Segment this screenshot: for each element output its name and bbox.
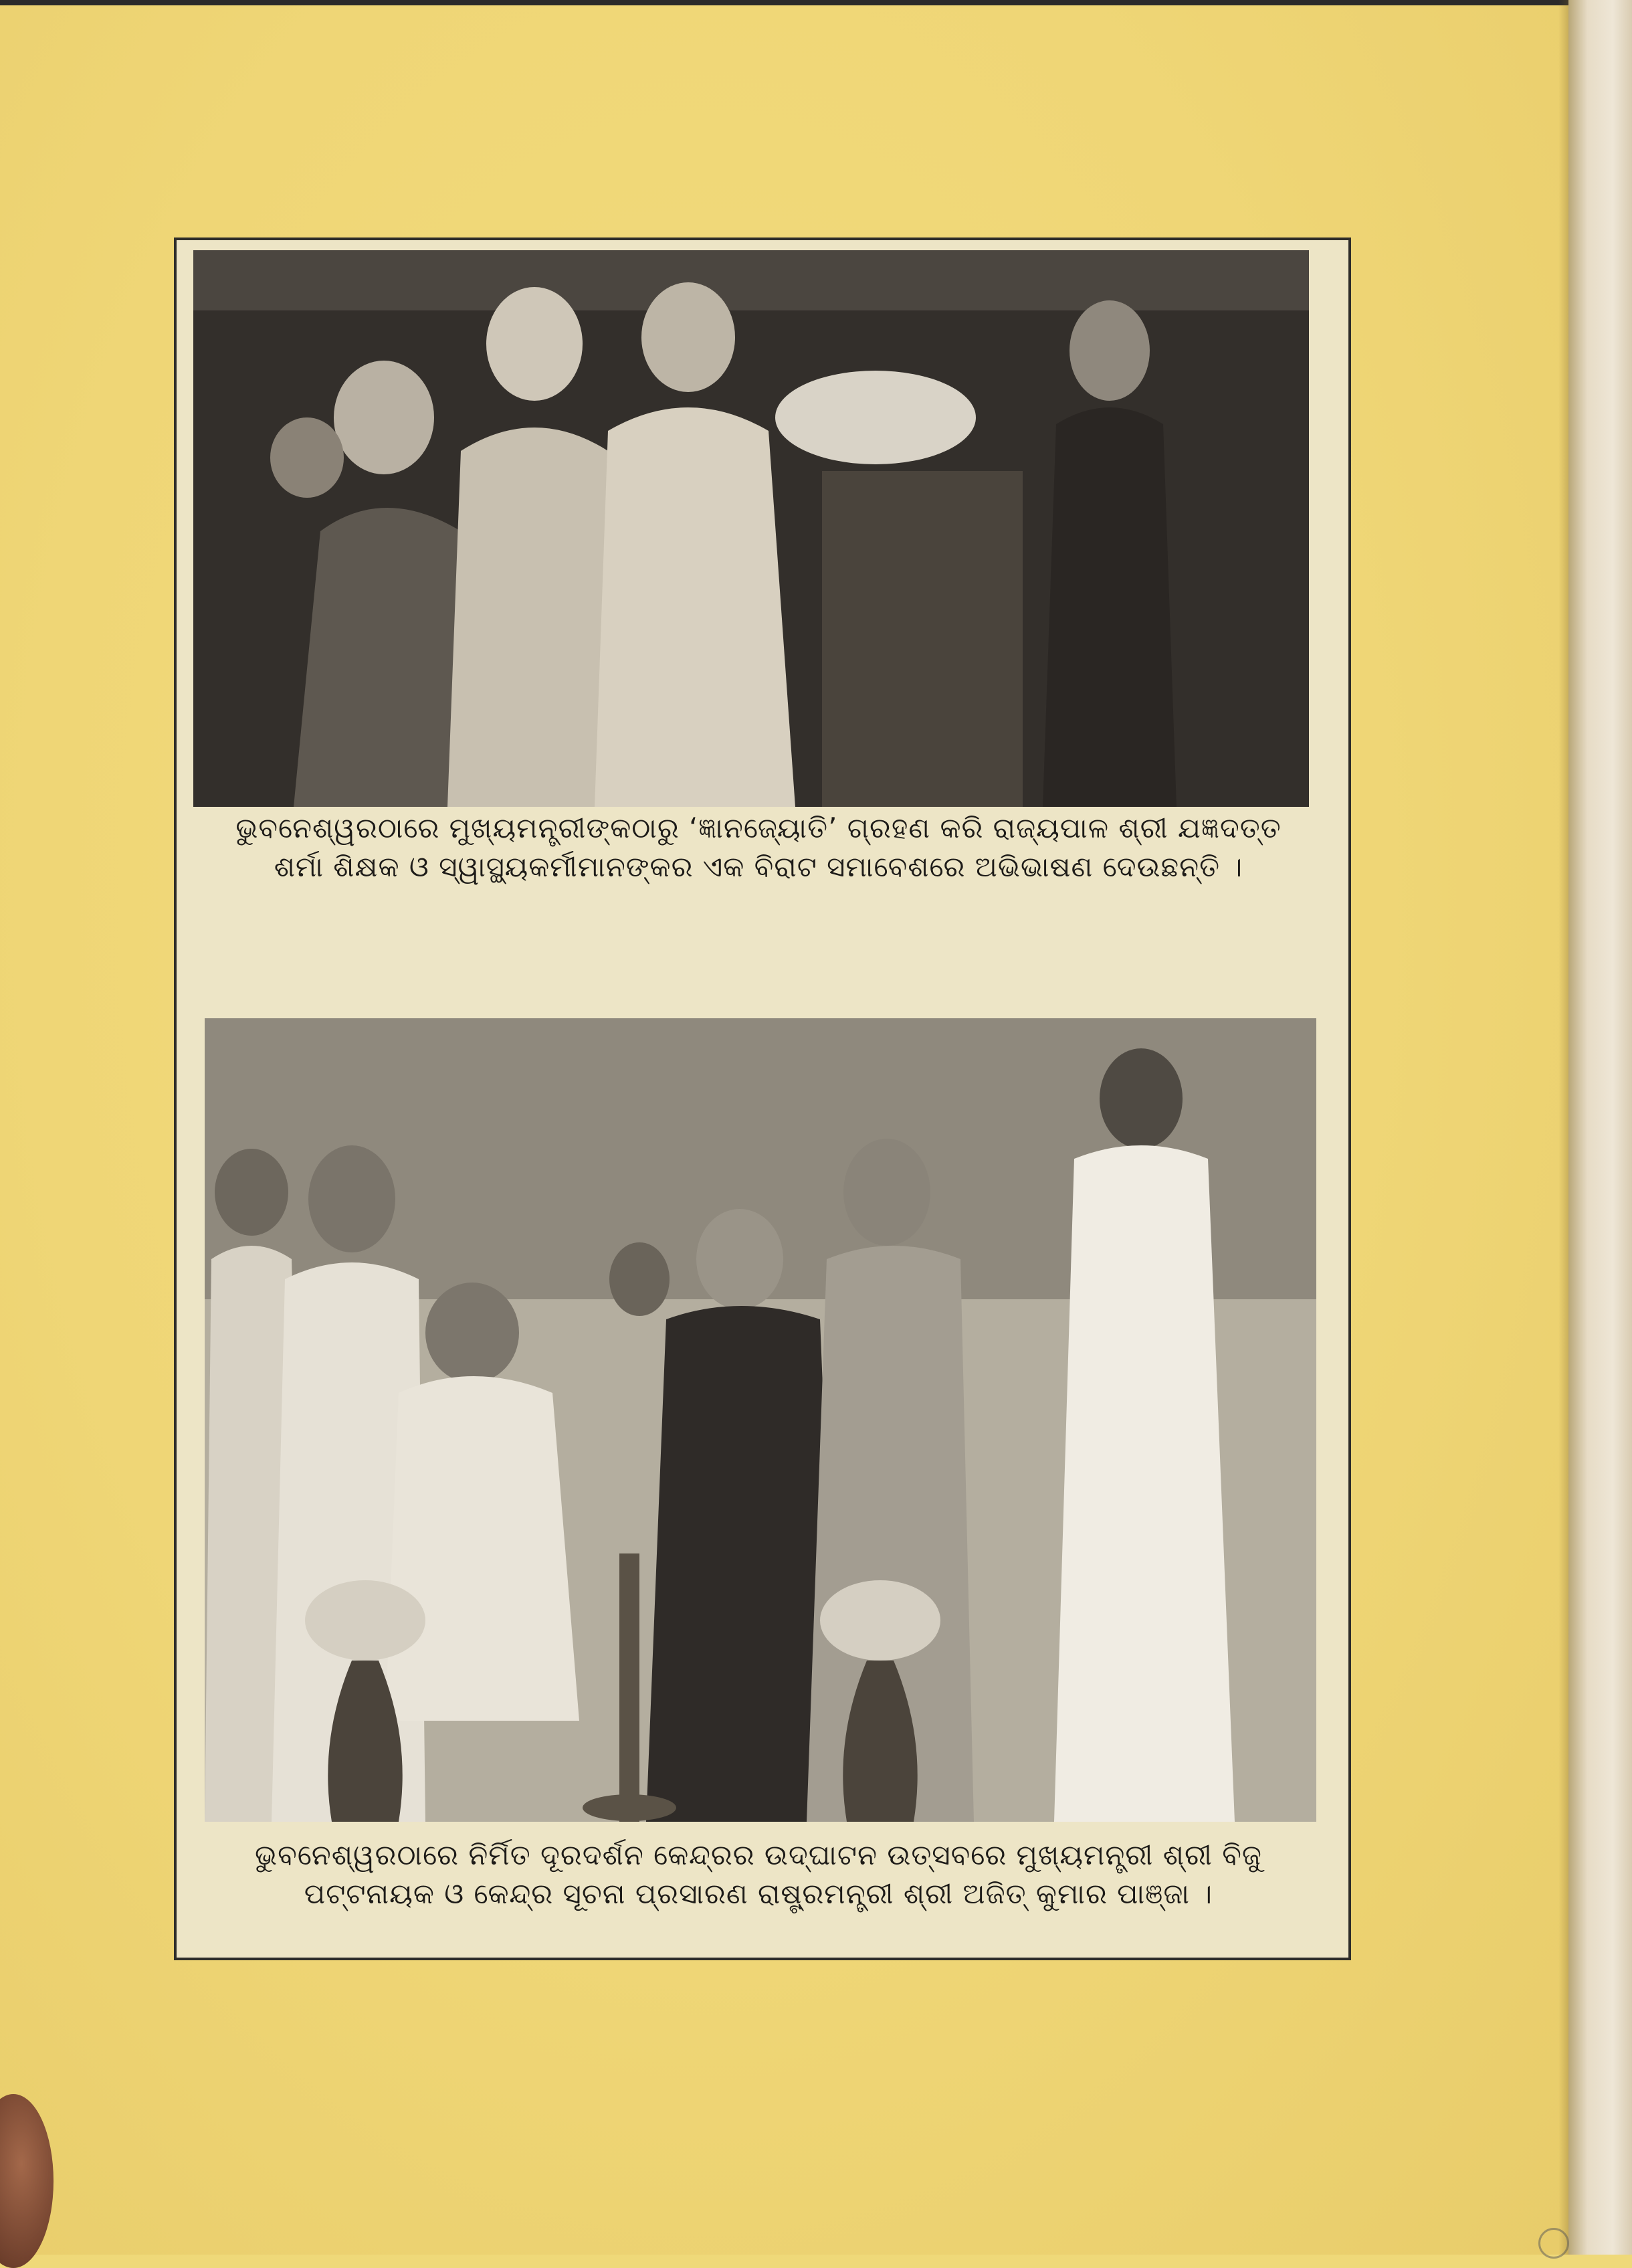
photo-governor-receiving-jnanajyoti bbox=[193, 250, 1309, 807]
photo-2-illustration bbox=[205, 1018, 1316, 1822]
booklet-spine bbox=[1568, 0, 1632, 2255]
photo-2-caption-line-2: ପଟ୍ଟନାୟକ ଓ କେନ୍ଦ୍ର ସୂଚନା ପ୍ରସାରଣ ରାଷ୍ଟ୍ରମନ୍ତ୍ରୀ ଶ୍ରୀ ଅଜିତ୍ କୁମାର ପାଞ୍ଜା । bbox=[304, 1877, 1213, 1910]
photo-doordarshan-kendra-inauguration bbox=[205, 1018, 1316, 1822]
photo-1-caption-line-1: ଭୁବନେଶ୍ୱରଠାରେ ମୁଖ୍ୟମନ୍ତ୍ରୀଙ୍କଠାରୁ ‘ଜ୍ଞାନଜ୍ୟୋତି’ ଗ୍ରହଣ କରି ରାଜ୍ୟପାଳ ଶ୍ରୀ ଯଜ୍ଞଦତ୍ତ bbox=[235, 812, 1282, 844]
corner-mark bbox=[1538, 2228, 1569, 2259]
photo-2-caption-line-1: ଭୁବନେଶ୍ୱରଠାରେ ନିର୍ମିତ ଦୂରଦର୍ଶନ କେନ୍ଦ୍ରର ଉଦ୍‌ଘାଟନ ଉତ୍ସବରେ ମୁଖ୍ୟମନ୍ତ୍ରୀ ଶ୍ରୀ ବିଜୁ bbox=[255, 1838, 1262, 1871]
photo-2-caption bbox=[203, 1836, 1314, 1913]
photo-1-caption-line-2: ଶର୍ମା ଶିକ୍ଷକ ଓ ସ୍ୱାସ୍ଥ୍ୟକର୍ମୀମାନଙ୍କର ଏକ ବିରାଟ ସମାବେଶରେ ଅଭିଭାଷଣ ଦେଉଛନ୍ତି । bbox=[274, 850, 1243, 883]
photo-1-caption bbox=[203, 809, 1314, 886]
newspaper-clipping bbox=[174, 238, 1351, 1960]
photo-1-illustration bbox=[193, 250, 1309, 807]
cover-top-edge bbox=[0, 0, 1568, 5]
